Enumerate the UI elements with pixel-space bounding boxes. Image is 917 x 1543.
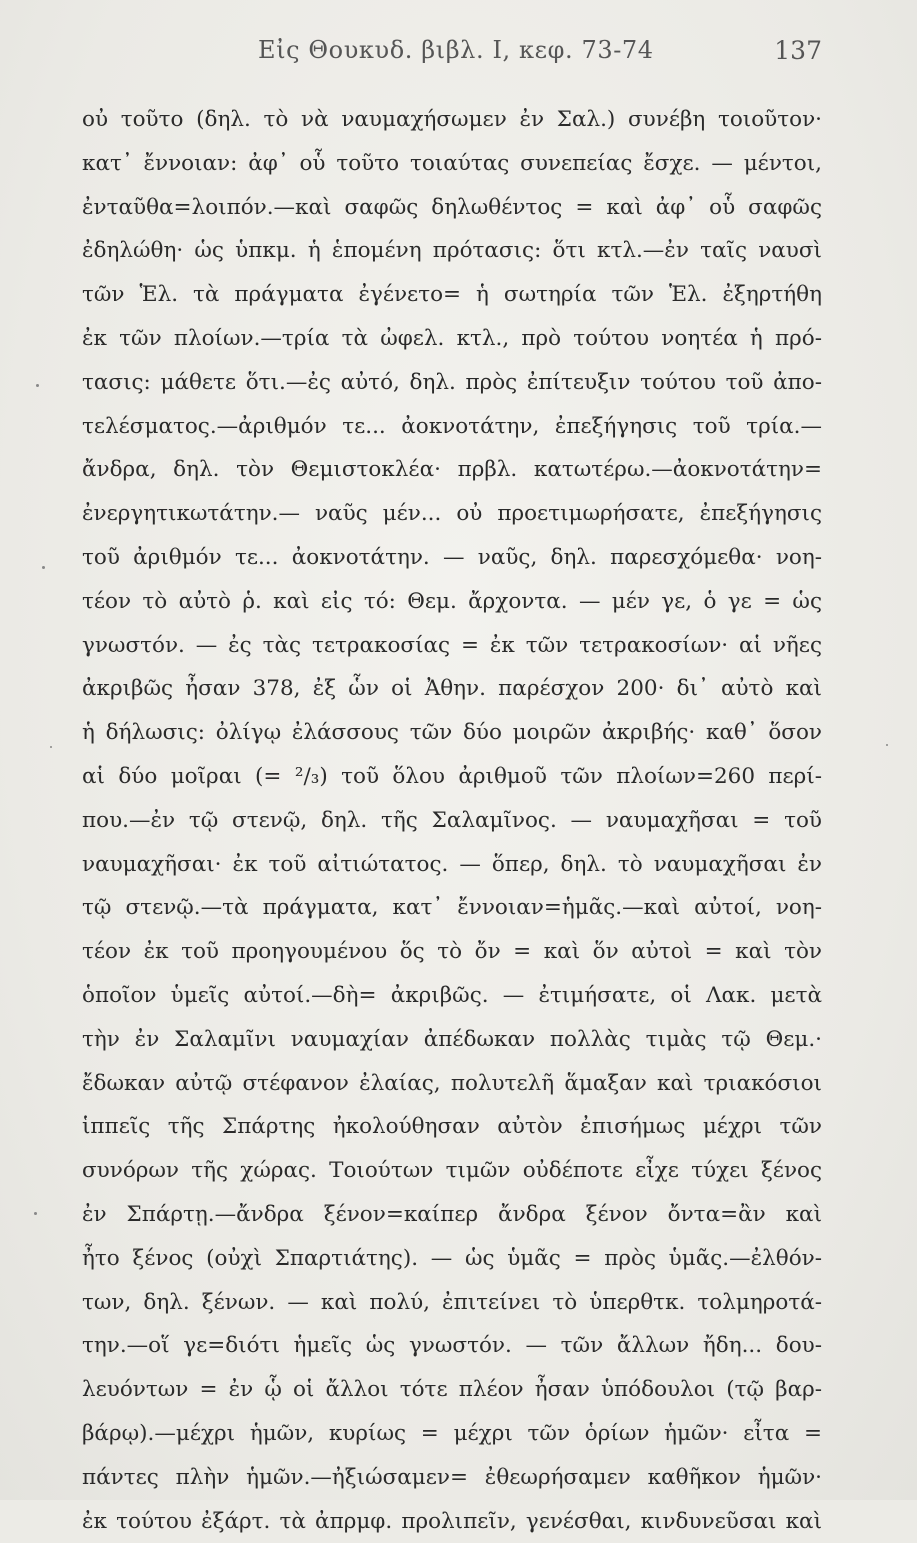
text-line: ἐδηλώθη· ὡς ὑπκμ. ἡ ἑπομένη πρότασις: ὅτι κτλ.—ἐν ταῖς ναυσὶ	[82, 229, 822, 273]
text-line: τῶν Ἑλ. τὰ πράγματα ἐγένετο= ἡ σωτηρία τῶν Ἑλ. ἐξηρτήθη	[82, 273, 822, 317]
text-line: λευόντων = ἐν ᾧ οἱ ἄλλοι τότε πλέον ἦσαν ὑπόδουλοι (τῷ βαρ-	[82, 1368, 822, 1412]
text-line: γνωστόν. — ἐς τὰς τετρακοσίας = ἐκ τῶν τετρακοσίων· αἱ νῆες	[82, 624, 822, 668]
text-line: ἐκ τῶν πλοίων.—τρία τὰ ὠφελ. κτλ., πρὸ τούτου νοητέα ἡ πρό-	[82, 317, 822, 361]
page-header	[82, 36, 822, 76]
text-line: πάντες πλὴν ἡμῶν.—ἠξιώσαμεν= ἐθεωρήσαμεν καθῆκον ἡμῶν·	[82, 1456, 822, 1500]
text-line: τοῦ ἀριθμόν τε... ἀοκνοτάτην. — ναῦς, δηλ. παρεσχόμεθα· νοη-	[82, 536, 822, 580]
text-line: ἔδωκαν αὐτῷ στέφανον ἐλαίας, πολυτελῆ ἅμαξαν καὶ τριακόσιοι	[82, 1062, 822, 1106]
text-line: ἱππεῖς τῆς Σπάρτης ἠκολούθησαν αὐτὸν ἐπισήμως μέχρι τῶν	[82, 1105, 822, 1149]
text-line: συνόρων τῆς χώρας. Τοιούτων τιμῶν οὐδέποτε εἶχε τύχει ξένος	[82, 1149, 822, 1193]
text-line: ἐνταῦθα=λοιπόν.—καὶ σαφῶς δηλωθέντος = καὶ ἀφ᾽ οὗ σαφῶς	[82, 186, 822, 230]
page-number: 137	[774, 36, 822, 65]
text-line: ἦτο ξένος (οὐχὶ Σπαρτιάτης). — ὡς ὑμᾶς = πρὸς ὑμᾶς.—ἐλθόν-	[82, 1237, 822, 1281]
text-line: ὁποῖον ὑμεῖς αὐτοί.—δὴ= ἀκριβῶς. — ἐτιμήσατε, οἱ Λακ. μετὰ	[82, 974, 822, 1018]
scan-speck	[36, 384, 39, 387]
text-line: τελέσματος.—ἀριθμόν τε... ἀοκνοτάτην, ἐπεξήγησις τοῦ τρία.—	[82, 405, 822, 449]
text-line: ἐκ τούτου ἐξάρτ. τὰ ἀπρμφ. προλιπεῖν, γενέσθαι, κινδυνεῦσαι καὶ	[82, 1500, 822, 1543]
scan-speck	[886, 744, 888, 746]
text-line: τὴν ἐν Σαλαμῖνι ναυμαχίαν ἀπέδωκαν πολλὰς τιμὰς τῷ Θεμ.·	[82, 1018, 822, 1062]
text-line: κατ᾽ ἔννοιαν: ἀφ᾽ οὗ τοῦτο τοιαύτας συνεπείας ἔσχε. — μέντοι,	[82, 142, 822, 186]
text-line: τέον τὸ αὐτὸ ῥ. καὶ εἰς τό: Θεμ. ἄρχοντα. — μέν γε, ὁ γε = ὡς	[82, 580, 822, 624]
text-line: βάρῳ).—μέχρι ἡμῶν, κυρίως = μέχρι τῶν ὁρίων ἡμῶν· εἶτα =	[82, 1412, 822, 1456]
text-line: ἡ δήλωσις: ὀλίγῳ ἐλάσσους τῶν δύο μοιρῶν ἀκριβής· καθ᾽ ὅσον	[82, 711, 822, 755]
text-line: ἐν Σπάρτῃ.—ἄνδρα ξένον=καίπερ ἄνδρα ξένον ὄντα=ἂν καὶ	[82, 1193, 822, 1237]
text-line: των, δηλ. ξένων. — καὶ πολύ, ἐπιτείνει τὸ ὑπερθτκ. τολμηροτά-	[82, 1281, 822, 1325]
text-line: τασις: μάθετε ὅτι.—ἐς αὐτό, δηλ. πρὸς ἐπίτευξιν τούτου τοῦ ἀπο-	[82, 361, 822, 405]
text-line: αἱ δύο μοῖραι (= ²/₃) τοῦ ὅλου ἀριθμοῦ τῶν πλοίων=260 περί-	[82, 755, 822, 799]
text-line: τέον ἐκ τοῦ προηγουμένου ὅς τὸ ὄν = καὶ ὅν αὐτοὶ = καὶ τὸν	[82, 930, 822, 974]
running-head: Εἰς Θουκυδ. βιβλ. I, κεφ. 73-74	[258, 36, 654, 64]
text-line: ἐνεργητικωτάτην.— ναῦς μέν... οὐ προετιμωρήσατε, ἐπεξήγησις	[82, 492, 822, 536]
commentary-text	[82, 98, 822, 1543]
text-line: ἀκριβῶς ἦσαν 378, ἐξ ὧν οἱ Ἀθην. παρέσχον 200· δι᾽ αὐτὸ καὶ	[82, 667, 822, 711]
text-line: οὐ τοῦτο (δηλ. τὸ νὰ ναυμαχήσωμεν ἐν Σαλ.) συνέβη τοιοῦτον·	[82, 98, 822, 142]
scan-speck	[42, 566, 45, 569]
scan-speck	[34, 1212, 37, 1215]
text-line: ναυμαχῆσαι· ἐκ τοῦ αἰτιώτατος. — ὅπερ, δηλ. τὸ ναυμαχῆσαι ἐν	[82, 843, 822, 887]
text-line: τῷ στενῷ.—τὰ πράγματα, κατ᾽ ἔννοιαν=ἡμᾶς.—καὶ αὐτοί, νοη-	[82, 886, 822, 930]
scan-speck	[50, 746, 52, 748]
text-line: την.—οἵ γε=διότι ἡμεῖς ὡς γνωστόν. — τῶν ἄλλων ἤδη... δου-	[82, 1324, 822, 1368]
text-line: που.—ἐν τῷ στενῷ, δηλ. τῆς Σαλαμῖνος. — ναυμαχῆσαι = τοῦ	[82, 799, 822, 843]
text-line: ἄνδρα, δηλ. τὸν Θεμιστοκλέα· πρβλ. κατωτέρω.—ἀοκνοτάτην=	[82, 448, 822, 492]
